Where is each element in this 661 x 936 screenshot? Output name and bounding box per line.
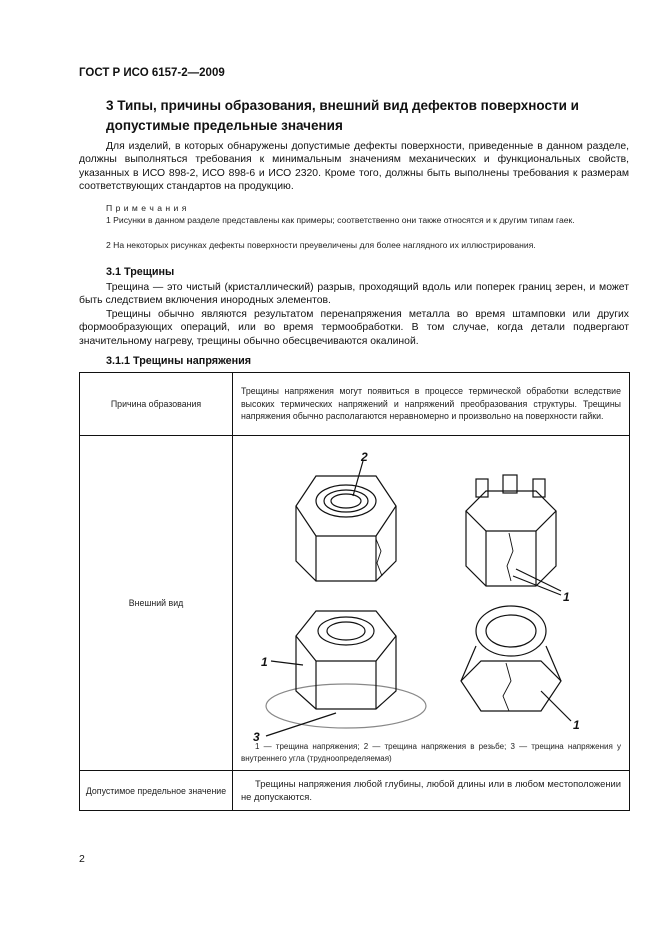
section-title: 3 Типы, причины образования, внешний вид дефектов поверхности и допустимые предельные значения [106,98,579,133]
row-label: Допустимое предельное значение [80,771,233,811]
nut-illustrations [241,451,621,741]
callout-3: 3 [253,730,260,741]
notes-title: П р и м е ч а н и я [106,203,187,213]
flange-nut-bottom-left [266,611,426,736]
hex-nut-top-left [296,461,396,581]
castle-nut-top-right [466,475,561,595]
prevailing-torque-nut-bottom-right [461,606,571,721]
subsection-title: 3.1 Трещины [106,266,175,278]
paragraph-crack-cause: Трещины обычно являются результатом перенапряжения металла во время штамповки или других формообразующих операций, или во время термообработки. В том случае, когда детали подвергают значительному нагреву, трещины обычно обесцвечиваются окалиной. [79,309,629,347]
row-value: Трещины напряжения могут появиться в процессе термической обработки вследствие высоких термических напряжений и напряжений преобразования структуры. Трещины напряжения обычно располагаются неравномерно и произвольно на поверхности гайки. [233,373,630,436]
page-number: 2 [79,853,85,865]
document-header: ГОСТ Р ИСО 6157-2—2009 [79,67,225,79]
note-2: 2 На некоторых рисунках дефекты поверхности преувеличены для более наглядного их иллюстрирования. [106,240,536,250]
table-row [80,771,630,811]
defect-table [79,372,630,811]
intro-paragraph: Для изделий, в которых обнаружены допустимые дефекты поверхности, приведенные в данном разделе, должны выполняться требования к минимальным значениям механических и функциональных свойств, указанных в ИСО 898-2, ИСО 898-6 и ИСО 2320. Кроме того, должны быть выполнены требования к размерам соответствующих стандартов на продукцию. [79,141,629,192]
note-1: 1 Рисунки в данном разделе представлены как примеры; соответственно они также относятся и к другим типам гаек. [106,215,575,225]
subsubsection-title: 3.1.1 Трещины напряжения [106,355,252,367]
table-row [80,373,630,436]
callout-1: 1 [563,590,570,604]
paragraph-crack-definition: Трещина — это чистый (кристаллический) разрыв, проходящий вдоль или поперек границ зерен, и может быть следствием включения инородных элементов. [79,282,629,307]
row-value: Трещины напряжения любой глубины, любой длины или в любом местоположении не допускаются. [233,771,630,811]
row-label: Внешний вид [80,436,233,771]
row-label: Причина образования [80,373,233,436]
table-row [80,436,630,771]
callout-2: 2 [361,451,368,464]
callout-1: 1 [261,655,268,669]
figure-caption: 1 — трещина напряжения; 2 — трещина напряжения в резьбе; 3 — трещина напряжения у внутреннего угла (трудноопределяемая) [241,742,621,763]
callout-1: 1 [573,718,580,732]
